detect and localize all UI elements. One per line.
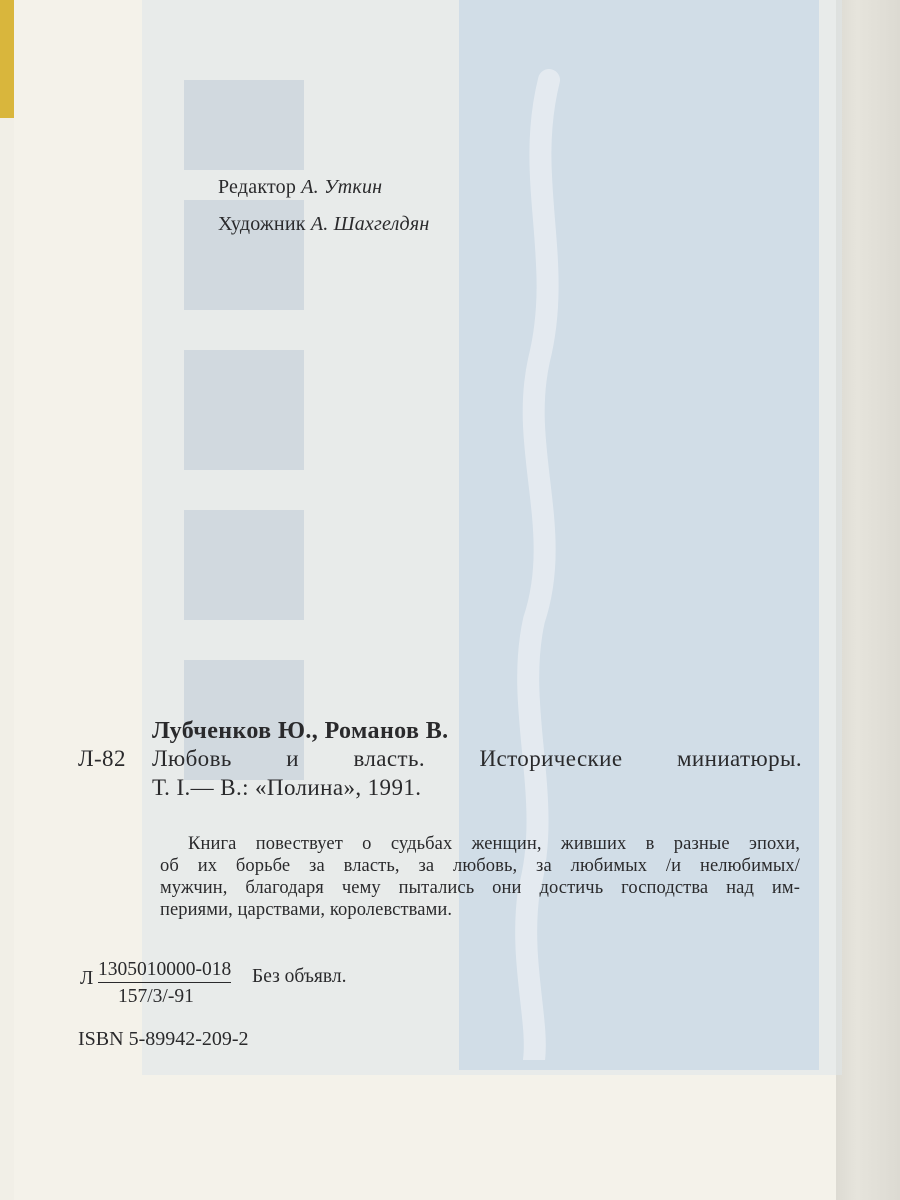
editor-credit	[218, 176, 382, 199]
artist-credit	[218, 213, 429, 236]
code-prefix: Л	[80, 968, 94, 989]
authors: Лубченков Ю., Романов В.	[152, 718, 449, 744]
artist-name: А. Шахгелдян	[310, 213, 430, 235]
annotation-line: периями, царствами, королевствами.	[160, 900, 453, 920]
editor-role: Редактор	[218, 176, 297, 198]
annotation-line: мужчин, благодаря чему пытались они достичь господства над им-	[160, 878, 800, 898]
isbn: ISBN 5-89942-209-2	[78, 1028, 249, 1050]
editor-name: А. Уткин	[301, 176, 383, 198]
annotation-line: Книга повествует о судьбах женщин, живших в разные эпохи,	[188, 834, 800, 854]
show-through-figure	[494, 60, 584, 1060]
book-page	[14, 0, 836, 1200]
annotation-line: об их борьбе за власть, за любовь, за любимых /и нелюбимых/	[160, 856, 800, 876]
artist-role: Художник	[218, 213, 306, 235]
book-title-line: Любовь и власть. Исторические миниатюры.	[152, 746, 802, 771]
code-numerator: 1305010000-018	[98, 958, 231, 983]
code-suffix: Без объявл.	[252, 966, 347, 987]
imprint: Т. I.— В.: «Полина», 1991.	[152, 775, 422, 800]
code-denominator: 157/3/-91	[118, 986, 194, 1007]
library-index: Л-82	[78, 746, 126, 771]
